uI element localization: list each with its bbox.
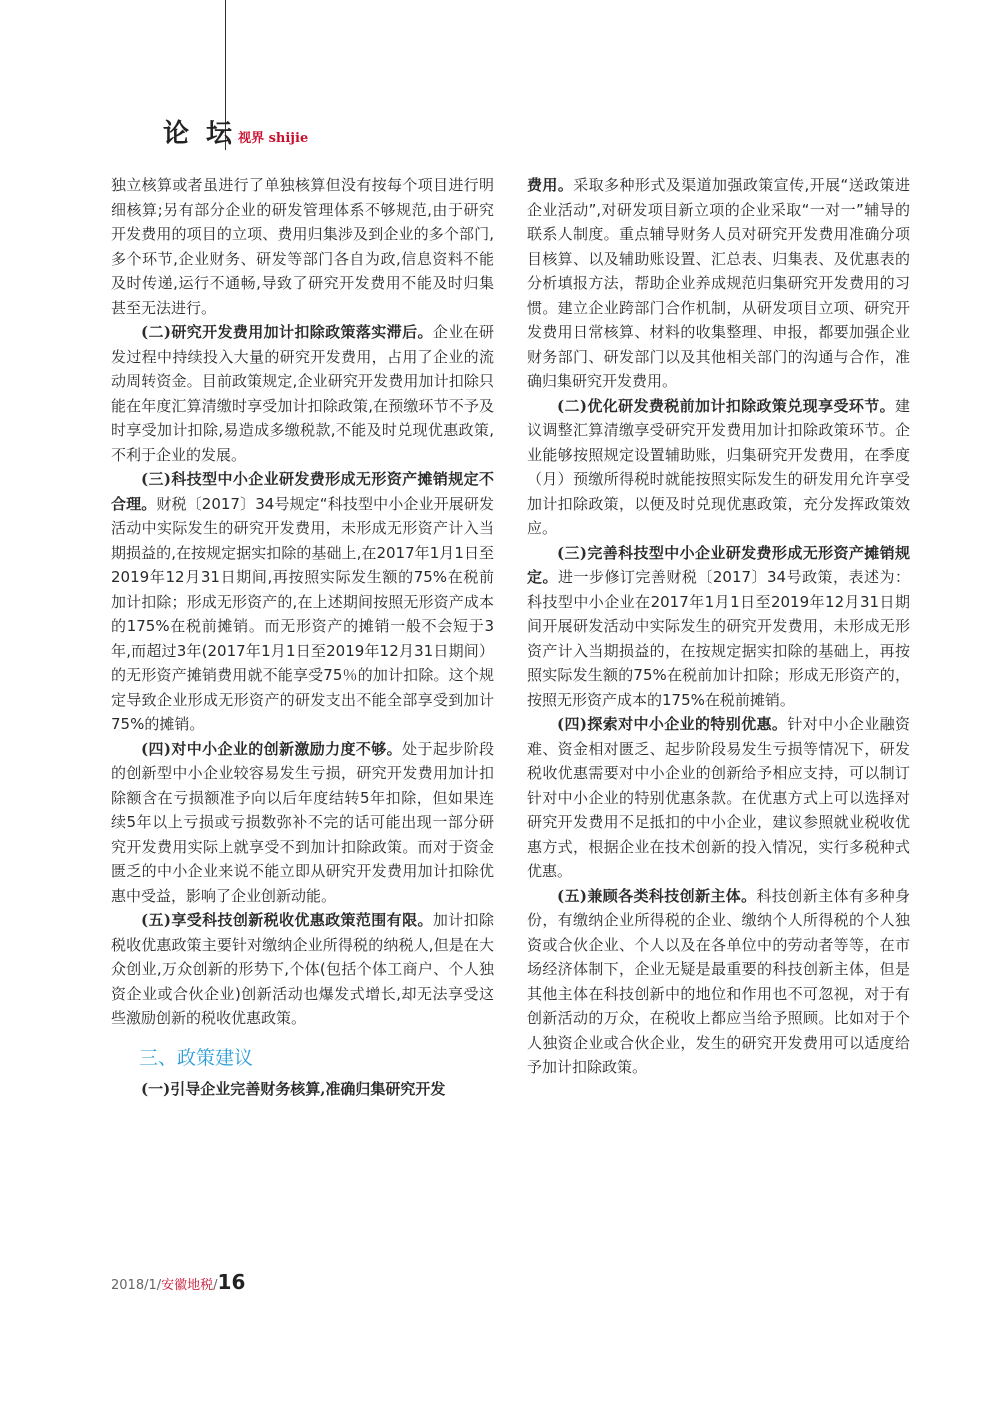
issue-date: 2018/1/ [111,1278,162,1293]
subheading: (一)引导企业完善财务核算,准确归集研究开发 [141,1079,446,1098]
subheading: 费用。 [527,176,574,194]
paragraph-body: 加计扣除税收优惠政策主要针对缴纳企业所得税的纳税人,但是在大众创业,万众创新的形势下,个体(包括个体工商户、个人独资企业或合伙企业)创新活动也爆发式增长,却无法享受这些激励创新的税收优惠政策。 [111,911,494,1027]
page-number: 16 [217,1270,246,1294]
paragraph-body: 处于起步阶段的创新型中小企业较容易发生亏损，研究开发费用加计扣除额含在亏损额准予向以后年度结转5年扣除，但如果连续5年以上亏损或亏损数弥补不完的话可能出现一部分研究开发费用实际上就享受不到加计扣除政策。而对于资金匮乏的中小企业来说不能立即从研究开发费用加计扣除优惠中受益，影响了企业创新动能。 [111,739,494,905]
column-title: 论 坛 [163,119,237,149]
paragraph: 独立核算或者虽进行了单独核算但没有按每个项目进行明细核算;另有部分企业的研发管理体系不够规范,由于研究开发费用的项目的立项、费用归集涉及到企业的多个部门,多个环节,企业财务、研发等部门各自为政,信息资料不能及时传递,运行不通畅,导致了研究开发费用不能及时归集甚至无法进行。 [111,176,494,317]
paragraph-body: 进一步修订完善财税〔2017〕34号政策，表述为：科技型中小企业在2017年1月1日至2019年12月31日期间开展研发活动中实际发生的研究开发费用，未形成无形资产计入当期损益的，在按规定据实扣除的基础上，再按照实际发生额的75%在税前加计扣除；形成无形资产的，按照无形资产成本的175%在税前摊销。 [527,568,910,709]
subheading: (四)探索对中小企业的特别优惠。 [557,715,788,733]
subheading: (二)研究开发费用加计扣除政策落实滞后。 [141,323,433,341]
subheading: (五)兼顾各类科技创新主体。 [557,886,757,905]
section-title: 三、政策建议 [139,1046,254,1069]
page-footer [111,1270,245,1294]
paragraph [111,1077,494,1102]
subheading: (五)享受科技创新税收优惠政策范围有限。 [141,911,433,929]
paragraph-body: 采取多种形式及渠道加强政策宣传,开展“送政策进企业活动”,对研发项目新立项的企业采取“一对一”辅导的联系人制度。重点辅导财务人员对研究开发费用准确分项目核算、以及辅助账设置、汇总表、归集表、及优惠表的分析填报方法，帮助企业养成规范归集研究开发费用的习惯。建立企业跨部门合作机制，从研发项目立项、研究开发费用日常核算、材料的收集整理、申报，都要加强企业财务部门、研发部门以及其他相关部门的沟通与合作，准确归集研究开发费用。 [527,176,910,390]
paragraph [111,467,494,737]
column-subtitle: 视界 shijie [238,131,309,146]
page-header [163,113,308,150]
paragraph [527,541,910,713]
subheading: (二)优化研发费税前加计扣除政策兑现享受环节。 [557,396,895,415]
paragraph [527,394,910,541]
paragraph-body: 科技创新主体有多种身份，有缴纳企业所得税的企业、缴纳个人所得税的个人独资或合伙企业、个人以及在各单位中的劳动者等等，在市场经济体制下，企业无疑是最重要的科技创新主体，但是其他主体在科技创新中的地位和作用也不可忽视，对于有创新活动的万众，在税收上都应当给予照顾。比如对于个人独资企业或合伙企业，发生的研究开发费用可以适度给予加计扣除政策。 [527,886,910,1076]
paragraph [111,320,494,467]
paragraph-body: 建议调整汇算清缴享受研究开发费用加计扣除政策环节。企业能够按照规定设置辅助账，归集研究开发费用，在季度（月）预缴所得税时就能按照实际发生的研发用允许享受加计扣除政策，以便及时兑现优惠政策，充分发挥政策效应。 [527,396,910,537]
paragraph [527,712,910,884]
paragraph [111,908,494,1031]
footer-separator: / [213,1278,218,1293]
subheading: (四)对中小企业的创新激励力度不够。 [141,739,403,758]
subheading: (三)完善科技型中小企业研发费形成无形资产摊销规定。 [527,543,910,586]
magazine-name: 安徽地税 [161,1278,214,1293]
right-column [527,173,910,1080]
left-column [111,173,494,1101]
paragraph [111,737,494,909]
paragraph [527,884,910,1080]
paragraph-body: 财税〔2017〕34号规定“科技型中小企业开展研发活动中实际发生的研究开发费用，未形成无形资产计入当期损益的,在按规定据实扣除的基础上,在2017年1月1日至2019年12月31日期间,再按照实际发生额的75%在税前加计扣除；形成无形资产的,在上述期间按照无形资产成本的175%在税前摊销。而无形资产的摊销一般不会短于3年,而超过3年(2017年1月1日至2019年12月31日期间）的无形资产摊销费用就不能享受75％的加计扣除。这个规定导致企业形成无形资产的研发支出不能全部享受到加计75%的摊销。 [111,494,494,733]
subheading: (三)科技型中小企业研发费形成无形资产摊销规定不合理。 [111,470,494,513]
paragraph [527,173,910,394]
paragraph-body: 针对中小企业融资难、资金相对匮乏、起步阶段易发生亏损等情况下，研发税收优惠需要对中小企业的创新给予相应支持，可以制订针对中小企业的特别优惠条款。在优惠方式上可以选择对研究开发费用不足抵扣的中小企业，建议参照就业税收优惠方式，根据企业在技术创新的投入情况，实行多税种式优惠。 [527,715,910,880]
paragraph-body: 企业在研发过程中持续投入大量的研究开发费用，占用了企业的流动周转资金。目前政策规定,企业研究开发费用加计扣除只能在年度汇算清缴时享受加计扣除政策,在预缴环节不予及时享受加计扣除,易造成多缴税款,不能及时兑现优惠政策,不利于企业的发展。 [111,323,494,464]
